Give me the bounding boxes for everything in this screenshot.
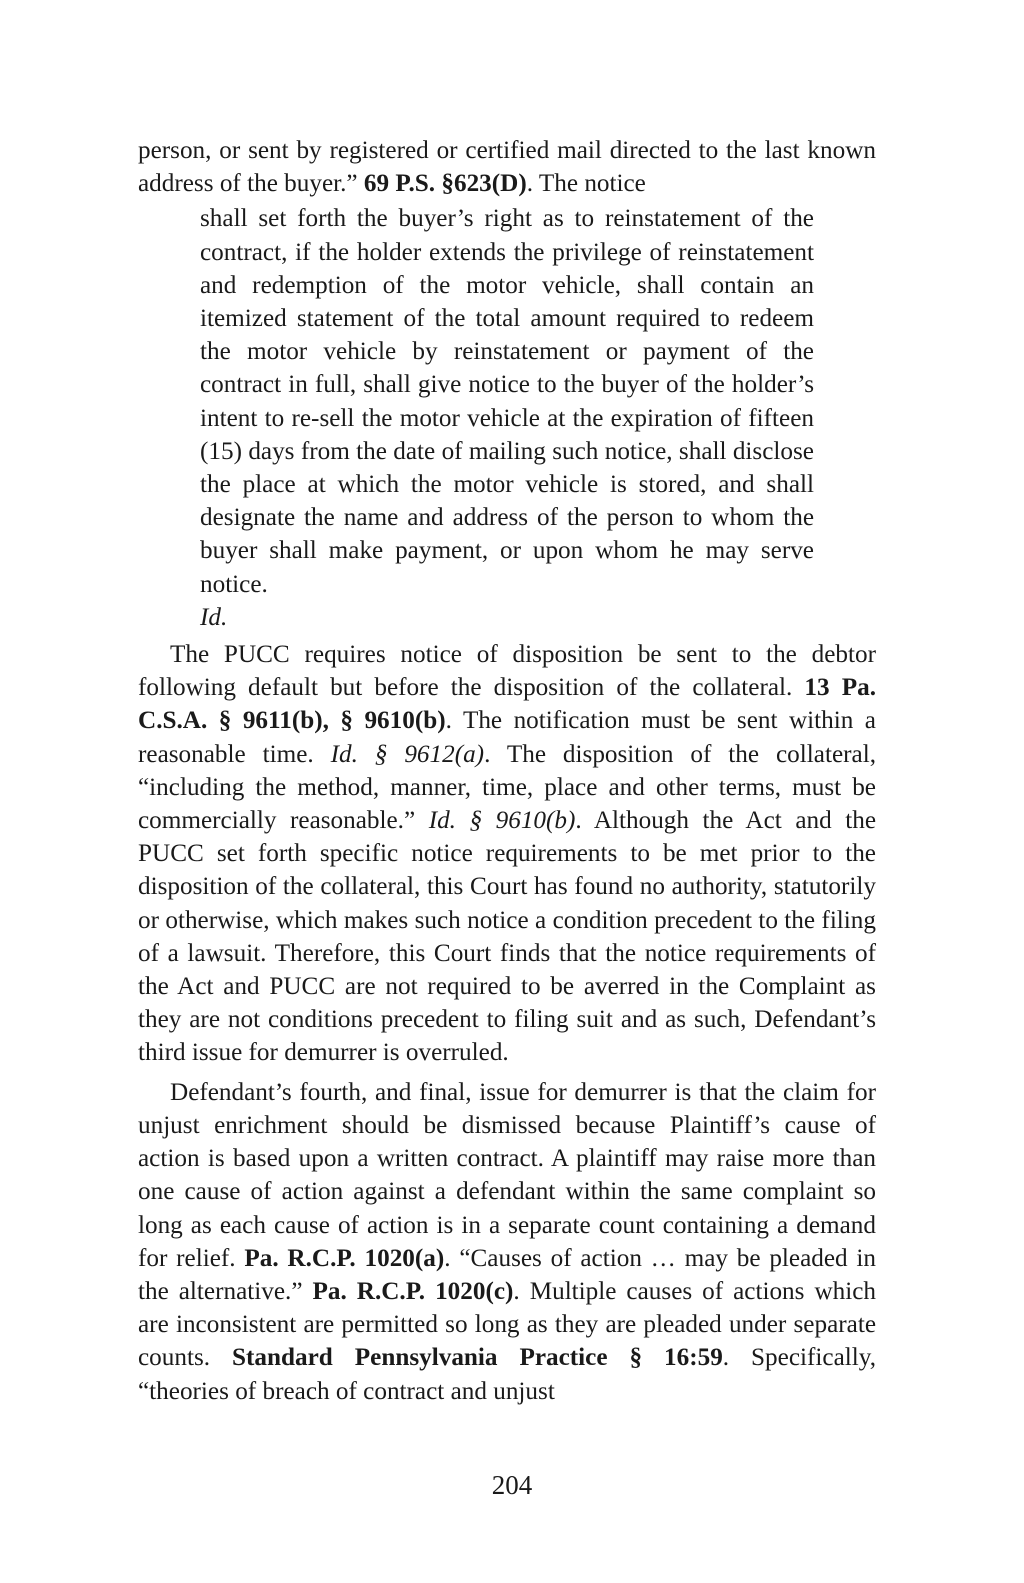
citation-id-9610b: Id. § 9610(b) (428, 807, 576, 835)
paragraph-2-text-3: . The disposition of the collateral, “including the method, manner, time, place and other terms, must be commercially reasonable.” (138, 740, 876, 835)
paragraph-3 (138, 1076, 876, 1408)
paragraph-2-text-4: . Although the Act and the PUCC set forth specific notice requirements to be met prior to the disposition of the collateral, this Court has found no authority, statutorily or otherwise, which makes such notice a condition precedent to the filing of a lawsuit. Therefore, this Court finds that the notice requirements of the Act and PUCC are not required to be averred in the Complaint as they are not conditions precedent to filing suit and as such, Defendant’s third issue for demurrer is overruled. (138, 807, 876, 1067)
paragraph-1-text-2: . The notice (526, 170, 646, 198)
paragraph-3-text-3: . Multiple causes of actions which are inconsistent are permitted so long as they are pleaded under separate counts. (138, 1277, 876, 1372)
citation-pa-rcp-1020c: Pa. R.C.P. 1020(c) (312, 1277, 514, 1305)
page-number: 204 (491, 1470, 533, 1500)
block-quote: shall set forth the buyer’s right as to reinstatement of the contract, if the holder extends the privilege of reinstatement and redemption of the motor vehicle, shall contain an itemized statement of the total amount required to redeem the motor vehicle by reinstatement or payment of the contract in full, shall give notice to the buyer of the holder’s intent to re-sell the motor vehicle at the expiration of fifteen (15) days from the date of mailing such notice, shall disclose the place at which the motor vehicle is stored, and shall designate the name and address of the person to whom the buyer shall make payment, or upon whom he may serve notice. (200, 205, 814, 598)
citation-69-ps-623d: 69 P.S. §623(D) (363, 170, 527, 198)
paragraph-1 (138, 134, 876, 200)
paragraph-3-text-4: . Specifically, “theories of breach of contract and unjust (138, 1344, 876, 1405)
paragraph-1-text-1: person, or sent by registered or certified mail directed to the last known address of the buyer.” (138, 137, 876, 198)
paragraph-2-text-1: The PUCC requires notice of disposition be sent to the debtor following default but before the disposition of the collateral. (138, 641, 876, 702)
paragraph-3-text-2: . “Causes of action … may be pleaded in the alternative.” (138, 1244, 876, 1305)
paragraph-2 (138, 638, 876, 1070)
paragraph-2-text-2: . The notification must be sent within a reasonable time. (138, 707, 876, 768)
citation-pa-rcp-1020a: Pa. R.C.P. 1020(a) (244, 1244, 445, 1272)
citation-standard-pa-practice: Standard Pennsylvania Practice § 16:59 (232, 1344, 723, 1372)
paragraph-3-text-1: Defendant’s fourth, and final, issue for demurrer is that the claim for unjust enrichment should be dismissed because Plaintiff’s cause of action is based upon a written contract. A plaintiff may raise more than one cause of action against a defendant within the same complaint so long as each cause of action is in a separate count containing a demand for relief. (138, 1078, 876, 1272)
citation-13-pa-csa: 13 Pa. C.S.A. § 9611(b), § 9610(b) (138, 674, 876, 735)
citation-id-9612a: Id. § 9612(a) (330, 740, 485, 768)
document-page (138, 134, 876, 1408)
block-quote-citation: Id. (200, 603, 228, 631)
